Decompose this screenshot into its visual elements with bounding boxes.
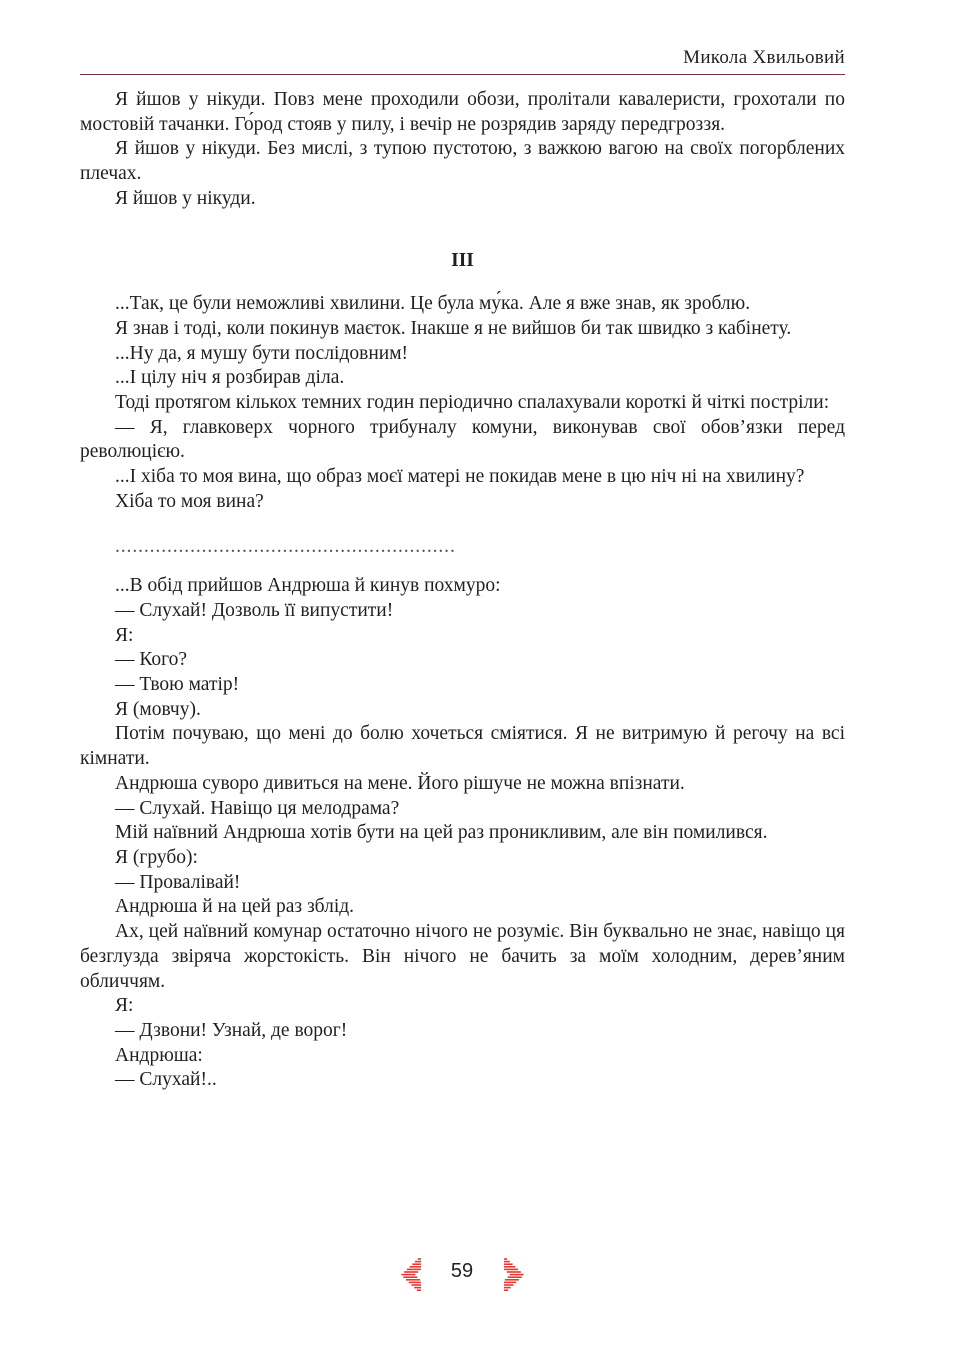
paragraph: Андрюша й на цей раз зблід. [115, 896, 355, 918]
body-text [80, 88, 845, 1093]
paragraph: — Провалівай! [115, 871, 241, 893]
paragraph: Я йшов у нікуди. Без мислі, з тупою пустотою, з важкою вагою на своїх погорблених плечах. [80, 138, 845, 185]
paragraph: ...Так, це були неможливі хвилини. Це була му́ка. Але я вже знав, як зроблю. [115, 293, 751, 315]
paragraph: — Слухай! Дозволь її випустити! [115, 599, 394, 621]
paragraph: Я йшов у нікуди. Повз мене проходили обози, пролітали кавалеристи, грохотали по мостовій тачанки. Го́род стояв у пилу, і вечір не розрядив заряду передгроззя. [80, 89, 845, 135]
paragraph: Я (грубо): [115, 846, 198, 868]
paragraph: ...І хіба то моя вина, що образ моєї матері не покидав мене в цю ніч ні на хвилину? [115, 466, 805, 488]
chevron-left-icon [400, 1258, 422, 1292]
header-author: Микола Хвильовий [683, 47, 845, 68]
paragraph: — Слухай. Навіщо ця мелодрама? [115, 797, 400, 819]
paragraph: ...Ну да, я мушу бути послідовним! [115, 342, 409, 364]
paragraph: — Дзвони! Узнай, де ворог! [115, 1019, 348, 1041]
running-header [80, 44, 845, 75]
paragraph: Я йшов у нікуди. [115, 187, 256, 209]
paragraph: ...І цілу ніч я розбирав діла. [115, 367, 345, 389]
page-footer [0, 1255, 963, 1295]
paragraph: Я: [115, 995, 134, 1017]
paragraph: Я знав і тоді, коли покинув маєток. Інакше я не вийшов би так швидко з кабінету. [115, 317, 792, 339]
paragraph: — Слухай!.. [115, 1069, 217, 1091]
paragraph: — Твою матір! [115, 674, 240, 696]
paragraph: Мій наївний Андрюша хотів бути на цей раз проникливим, але він помилився. [115, 822, 768, 844]
section-heading: III [451, 249, 474, 271]
dotted-separator: ........................................................... [115, 535, 456, 557]
page-number: 59 [450, 1260, 474, 1282]
paragraph: Андрюша суворо дивиться на мене. Його рішуче не можна впізнати. [115, 772, 685, 794]
chevron-right-icon [503, 1258, 525, 1292]
paragraph: Тоді протягом кількох темних годин періодично спалахували короткі й чіткі постріли: [115, 392, 830, 414]
paragraph: Я (мовчу). [115, 698, 201, 720]
paragraph: ...В обід прийшов Андрюша й кинув похмуро: [115, 575, 501, 597]
paragraph: Потім почуваю, що мені до болю хочеться сміятися. Я не витримую й регочу на всі кімнати. [80, 723, 845, 770]
paragraph: — Кого? [115, 649, 188, 671]
paragraph: Я: [115, 624, 134, 646]
paragraph: Андрюша: [115, 1044, 203, 1066]
paragraph: Ах, цей наївний комунар остаточно нічого не розуміє. Він буквально не знає, навіщо ця безглузда звіряча жорстокість. Він нічого не бачить за моїм холодним, дерев’яним обличчям. [80, 921, 845, 992]
paragraph: — Я, главковерх чорного трибуналу комуни, виконував свої обов’язки перед революцією. [80, 416, 845, 463]
paragraph: Хіба то моя вина? [115, 490, 264, 512]
